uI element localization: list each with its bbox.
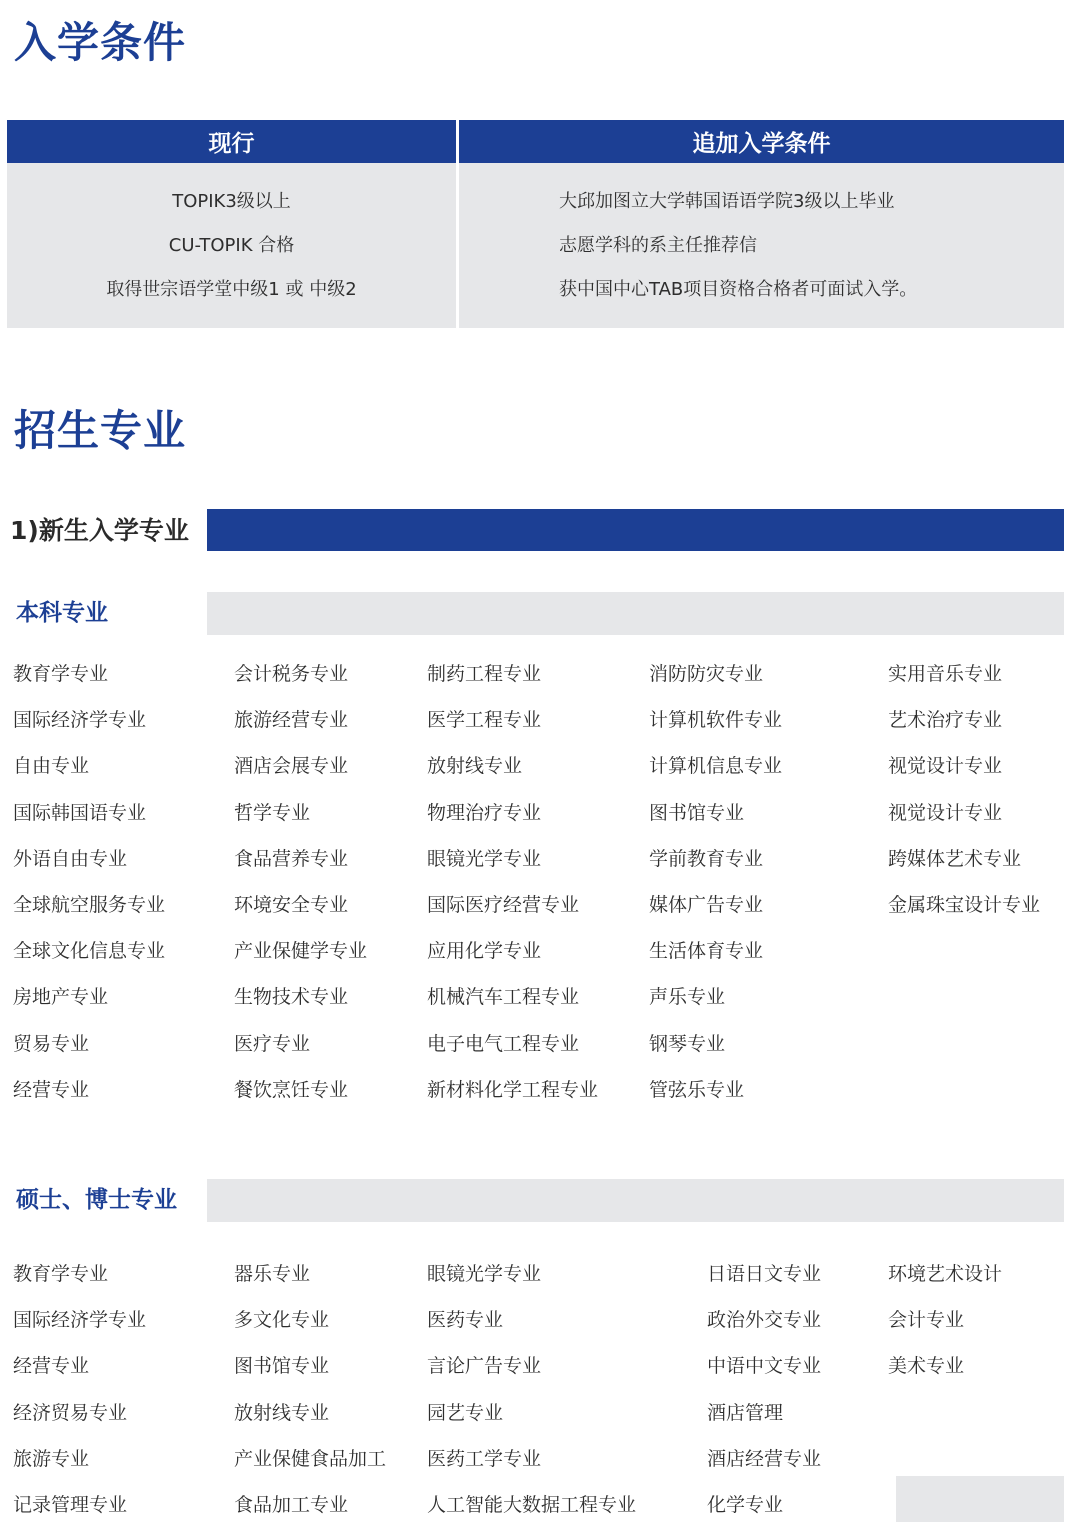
major-item: 酒店会展专业 bbox=[234, 755, 349, 778]
major-item: 视觉设计专业 bbox=[888, 801, 1003, 824]
major-item: 旅游专业 bbox=[13, 1447, 90, 1470]
major-item: 放射线专业 bbox=[234, 1401, 330, 1424]
major-item: 食品加工专业 bbox=[234, 1493, 349, 1516]
major-item: 计算机软件专业 bbox=[649, 709, 783, 732]
major-item: 经济贸易专业 bbox=[13, 1401, 128, 1424]
major-item: 眼镜光学专业 bbox=[427, 1263, 542, 1285]
major-item: 金属珠宝设计专业 bbox=[888, 893, 1041, 916]
major-item: 会计税务专业 bbox=[234, 663, 349, 685]
additional-requirement: 志愿学科的系主任推荐信 bbox=[559, 235, 757, 256]
major-item: 学前教育专业 bbox=[649, 847, 764, 870]
major-item: 园艺专业 bbox=[427, 1401, 504, 1424]
new-student-majors-heading: 1)新生入学专业 bbox=[10, 516, 189, 545]
additional-requirement: 大邱加图立大学韩国语语学院3级以上毕业 bbox=[559, 191, 895, 212]
major-item: 自由专业 bbox=[13, 755, 90, 778]
undergrad-majors-column-3 bbox=[427, 661, 598, 1123]
major-item: 机械汽车工程专业 bbox=[427, 986, 580, 1009]
major-item: 化学专业 bbox=[707, 1493, 784, 1516]
major-item: 经营专业 bbox=[13, 1355, 90, 1378]
major-item: 美术专业 bbox=[888, 1355, 965, 1378]
major-item: 眼镜光学专业 bbox=[427, 847, 542, 870]
major-item: 教育学专业 bbox=[13, 1263, 109, 1285]
major-item: 管弦乐专业 bbox=[649, 1078, 745, 1101]
major-item: 外语自由专业 bbox=[13, 847, 128, 870]
additional-requirements-column bbox=[459, 120, 1064, 328]
major-item: 人工智能大数据工程专业 bbox=[427, 1493, 637, 1516]
admission-title: 入学条件 bbox=[14, 18, 187, 67]
major-item: 应用化学专业 bbox=[427, 940, 542, 963]
major-item: 国际韩国语专业 bbox=[13, 801, 147, 824]
major-item: 消防防灾专业 bbox=[649, 663, 764, 685]
major-item: 物理治疗专业 bbox=[427, 801, 542, 824]
heading-bar bbox=[207, 509, 1064, 551]
major-item: 器乐专业 bbox=[234, 1263, 311, 1285]
major-item: 医疗专业 bbox=[234, 1032, 311, 1055]
major-item: 哲学专业 bbox=[234, 801, 311, 824]
major-item: 餐饮烹饪专业 bbox=[234, 1078, 349, 1101]
major-item: 制药工程专业 bbox=[427, 663, 542, 685]
current-requirements-header: 现行 bbox=[7, 120, 456, 163]
major-item: 产业保健学专业 bbox=[234, 940, 368, 963]
major-item: 图书馆专业 bbox=[234, 1355, 330, 1378]
major-item: 国际医疗经营专业 bbox=[427, 893, 580, 916]
graduate-majors-column-5 bbox=[888, 1261, 1002, 1400]
major-item: 声乐专业 bbox=[649, 986, 726, 1009]
decorative-gray-box bbox=[896, 1476, 1064, 1522]
undergrad-majors-column-1 bbox=[13, 661, 165, 1123]
graduate-majors-title: 硕士、博士专业 bbox=[16, 1187, 177, 1213]
major-item: 房地产专业 bbox=[13, 986, 109, 1009]
undergrad-majors-column-5 bbox=[888, 661, 1040, 938]
major-item: 生活体育专业 bbox=[649, 940, 764, 963]
undergrad-majors-column-2 bbox=[234, 661, 367, 1123]
major-item: 中语中文专业 bbox=[707, 1355, 822, 1378]
graduate-majors-column-2 bbox=[234, 1261, 386, 1538]
major-item: 全球航空服务专业 bbox=[13, 893, 166, 916]
major-item: 放射线专业 bbox=[427, 755, 523, 778]
graduate-majors-column-1 bbox=[13, 1261, 146, 1538]
major-item: 新材料化学工程专业 bbox=[427, 1078, 599, 1101]
undergrad-majors-title: 本科专业 bbox=[16, 600, 108, 626]
current-requirement: CU-TOPIK 合格 bbox=[168, 235, 295, 256]
major-item: 视觉设计专业 bbox=[888, 755, 1003, 778]
major-item: 跨媒体艺术专业 bbox=[888, 847, 1022, 870]
current-requirement: 取得世宗语学堂中级1 或 中级2 bbox=[106, 279, 357, 300]
major-item: 国际经济学专业 bbox=[13, 709, 147, 732]
major-item: 生物技术专业 bbox=[234, 986, 349, 1009]
additional-requirements-list bbox=[459, 163, 1064, 328]
major-item: 记录管理专业 bbox=[13, 1493, 128, 1516]
major-item: 图书馆专业 bbox=[649, 801, 745, 824]
major-item: 电子电气工程专业 bbox=[427, 1032, 580, 1055]
admission-requirements-table bbox=[7, 120, 1064, 328]
undergrad-heading-bar bbox=[207, 592, 1064, 635]
major-item: 环境安全专业 bbox=[234, 893, 349, 916]
current-requirements-list bbox=[7, 163, 456, 328]
major-item: 贸易专业 bbox=[13, 1032, 90, 1055]
major-item: 旅游经营专业 bbox=[234, 709, 349, 732]
major-item: 钢琴专业 bbox=[649, 1032, 726, 1055]
major-item: 环境艺术设计 bbox=[888, 1263, 1003, 1285]
major-item: 日语日文专业 bbox=[707, 1263, 822, 1285]
graduate-heading-bar bbox=[207, 1179, 1064, 1222]
major-item: 经营专业 bbox=[13, 1078, 90, 1101]
major-item: 多文化专业 bbox=[234, 1309, 330, 1332]
graduate-majors-column-4 bbox=[707, 1261, 821, 1538]
major-item: 医学工程专业 bbox=[427, 709, 542, 732]
major-item: 食品营养专业 bbox=[234, 847, 349, 870]
major-item: 艺术治疗专业 bbox=[888, 709, 1003, 732]
major-item: 酒店经营专业 bbox=[707, 1447, 822, 1470]
major-item: 言论广告专业 bbox=[427, 1355, 542, 1378]
additional-requirements-header: 追加入学条件 bbox=[459, 120, 1064, 163]
major-item: 全球文化信息专业 bbox=[13, 940, 166, 963]
major-item: 医药工学专业 bbox=[427, 1447, 542, 1470]
current-requirement: TOPIK3级以上 bbox=[172, 191, 291, 212]
major-item: 会计专业 bbox=[888, 1309, 965, 1332]
major-item: 产业保健食品加工 bbox=[234, 1447, 387, 1470]
majors-title: 招生专业 bbox=[14, 406, 187, 455]
current-requirements-column bbox=[7, 120, 456, 328]
major-item: 媒体广告专业 bbox=[649, 893, 764, 916]
graduate-majors-column-3 bbox=[427, 1261, 636, 1538]
additional-requirement: 获中国中心TAB项目资格合格者可面试入学。 bbox=[559, 279, 918, 300]
major-item: 教育学专业 bbox=[13, 663, 109, 685]
major-item: 国际经济学专业 bbox=[13, 1309, 147, 1332]
major-item: 计算机信息专业 bbox=[649, 755, 783, 778]
undergrad-majors-column-4 bbox=[649, 661, 782, 1123]
major-item: 实用音乐专业 bbox=[888, 663, 1003, 685]
major-item: 政治外交专业 bbox=[707, 1309, 822, 1332]
major-item: 酒店管理 bbox=[707, 1401, 784, 1424]
major-item: 医药专业 bbox=[427, 1309, 504, 1332]
